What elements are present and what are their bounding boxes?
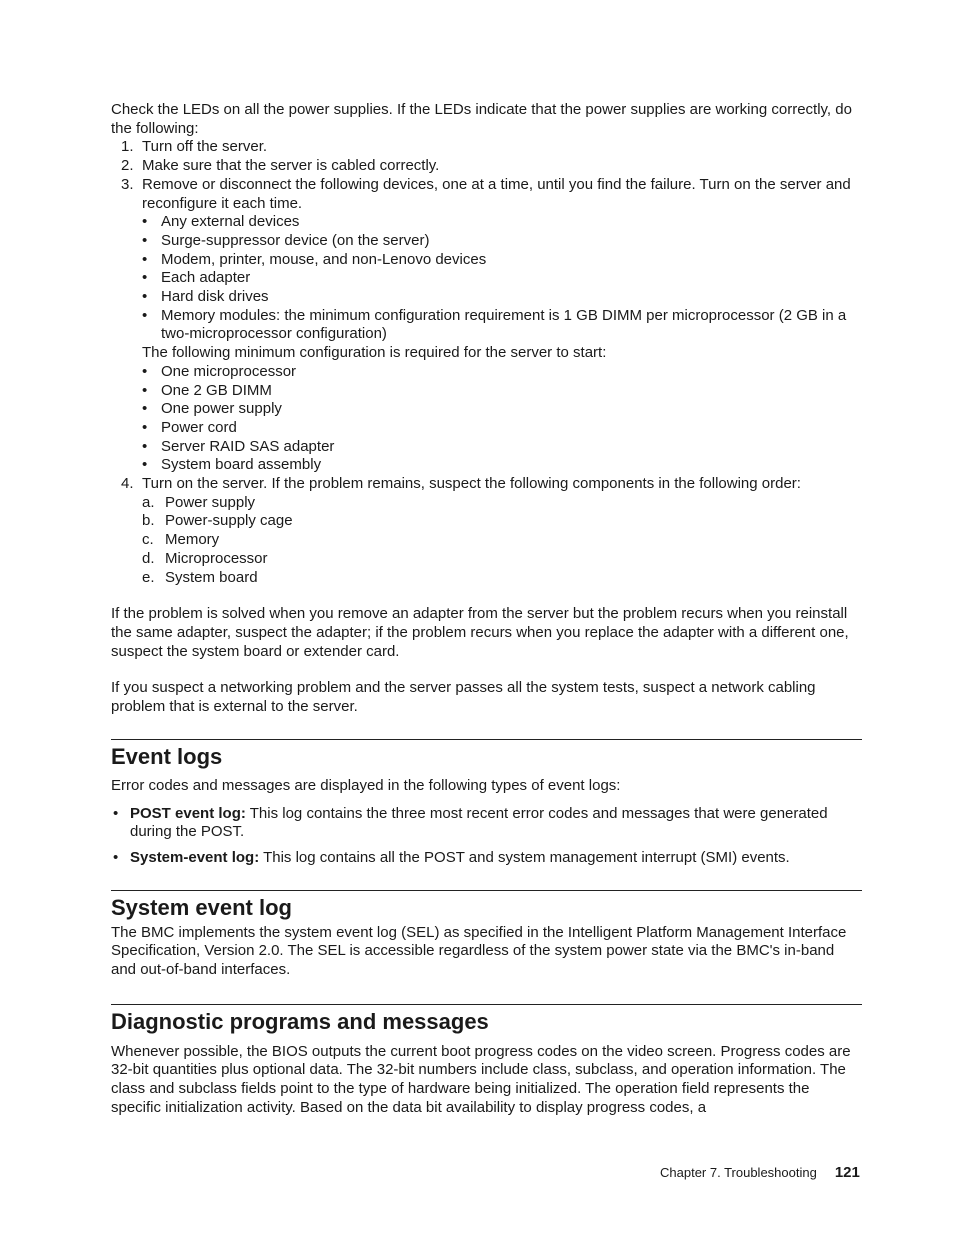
step-number: 4. — [121, 475, 134, 493]
bullet-icon: • — [142, 456, 148, 474]
step-text: Remove or disconnect the following devices, one at a time, until you find the failure. Turn on the server and reconfigure it each time. — [142, 175, 851, 212]
step-text: Turn on the server. If the problem remains, suspect the following components in the following order: — [142, 475, 801, 493]
bullet-icon: • — [142, 437, 148, 455]
step-number: 3. — [121, 175, 134, 193]
bullet-icon: • — [142, 288, 148, 306]
post-event-log-item: • POST event log: This log contains the three most recent error codes and messages that were generated during the POST. — [113, 804, 828, 841]
page-number: 121 — [834, 1164, 860, 1181]
device-item: • Modem, printer, mouse, and non-Lenovo devices — [142, 250, 487, 268]
event-logs-heading: Event logs — [111, 739, 862, 770]
adapter-paragraph: If the problem is solved when you remove an adapter from the server but the problem recurs when you reinstall the same adapter, suspect the adapter; if the problem recurs when you replace the adapter with a different one, suspect the system board or extender card. — [111, 605, 849, 660]
event-logs-intro: Error codes and messages are displayed in the following types of event logs: — [111, 776, 621, 794]
sel-paragraph: The BMC implements the system event log (SEL) as specified in the Intelligent Platform Management Interface Specification, Version 2.0. The SEL is accessible regardless of the system power state via the BMC's in-band and out-of-band interfaces. — [111, 923, 847, 979]
bullet-icon: • — [142, 418, 148, 436]
intro-paragraph: Check the LEDs on all the power supplies. If the LEDs indicate that the power supplies are working correctly, do the following: — [111, 101, 852, 137]
min-config-item: • Power cord — [142, 418, 237, 436]
page-content — [111, 101, 862, 1118]
order-item: b. Power-supply cage — [142, 512, 293, 530]
bullet-icon: • — [142, 250, 148, 268]
order-item: c. Memory — [142, 531, 220, 549]
bullet-icon: • — [142, 213, 148, 231]
diagnostic-heading: Diagnostic programs and messages — [111, 1004, 862, 1035]
bullet-icon: • — [142, 400, 148, 418]
step-4 — [111, 475, 862, 494]
min-config-item: • Server RAID SAS adapter — [142, 437, 335, 455]
order-item: e. System board — [142, 568, 258, 586]
step-text: Turn off the server. — [142, 138, 268, 156]
device-item: • Any external devices — [142, 213, 300, 231]
system-event-log-label: System-event log: — [130, 848, 260, 866]
bullet-icon: • — [142, 362, 148, 380]
diagnostic-paragraph: Whenever possible, the BIOS outputs the current boot progress codes on the video screen. Progress codes are 32-bit quantities plus optional data. The 32-bit numbers include class, subclass, and operation information. The class and subclass fields point to the type of hardware being initialized. The operation field represents the specific initialization activity. Based on the data bit availability to display progress codes, a — [111, 1042, 851, 1116]
step-2 — [111, 157, 862, 176]
system-event-log-heading: System event log — [111, 890, 862, 921]
min-config-item: • One power supply — [142, 400, 282, 418]
min-config-item: • System board assembly — [142, 456, 322, 474]
min-config-intro: The following minimum configuration is required for the server to start: — [142, 344, 607, 362]
network-paragraph: If you suspect a networking problem and the server passes all the system tests, suspect a network cabling problem that is external to the server. — [111, 679, 816, 716]
bullet-icon: • — [142, 269, 148, 287]
post-event-log-label: POST event log: — [130, 804, 246, 822]
chapter-label: Chapter 7. Troubleshooting — [660, 1165, 817, 1180]
order-item: d. Microprocessor — [142, 549, 268, 567]
bullet-icon: • — [142, 306, 148, 324]
bullet-icon: • — [142, 381, 148, 399]
order-item: a. Power supply — [142, 493, 256, 511]
step-number: 1. — [121, 138, 134, 156]
bullet-icon: • — [142, 231, 148, 249]
min-config-item: • One 2 GB DIMM — [142, 381, 272, 399]
page-footer — [660, 1164, 860, 1181]
system-event-log-item: • System-event log: This log contains all the POST and system management interrupt (SMI) events. — [113, 848, 790, 866]
device-item: • Each adapter — [142, 269, 251, 287]
min-config-item: • One microprocessor — [142, 362, 297, 380]
bullet-icon: • — [113, 804, 119, 822]
step-3 — [111, 176, 862, 213]
step-number: 2. — [121, 157, 134, 175]
device-item: • Surge-suppressor device (on the server) — [142, 231, 430, 249]
device-item: • Memory modules: the minimum configuration requirement is 1 GB DIMM per microprocessor (2 GB in a two-microprocessor configuration) — [142, 306, 847, 343]
step-text: Make sure that the server is cabled correctly. — [142, 157, 440, 175]
step-1 — [111, 138, 862, 157]
bullet-icon: • — [113, 848, 119, 866]
device-item: • Hard disk drives — [142, 288, 269, 306]
